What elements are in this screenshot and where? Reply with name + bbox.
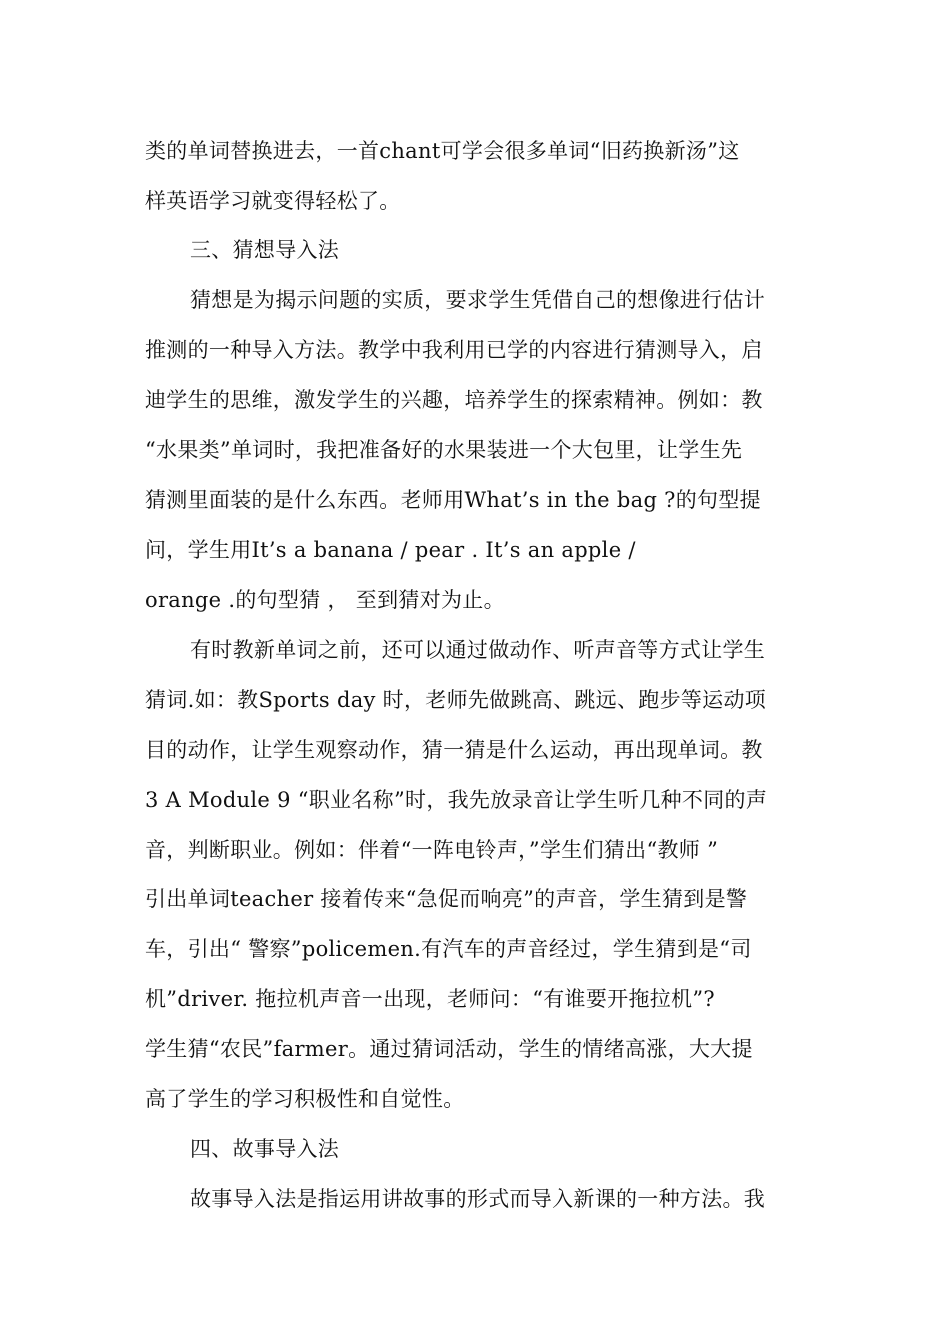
text-line: 目的动作，让学生观察动作，猜一猜是什么运动，再出现单词。教 — [145, 738, 763, 762]
text-line: 高了学生的学习积极性和自觉性。 — [145, 1087, 465, 1111]
section-heading: 三、猜想导入法 — [190, 238, 340, 262]
text-line: 车，引出“ 警察”policemen.有汽车的声音经过，学生猜到是“司 — [145, 937, 752, 961]
text-line: 猜想是为揭示问题的实质，要求学生凭借自己的想像进行估计 — [190, 288, 766, 312]
text-line: orange .的句型猜 ， 至到猜对为止。 — [145, 588, 505, 612]
text-line: 机”driver. 拖拉机声音一出现，老师问：“有谁要开拖拉机”? — [145, 987, 715, 1011]
text-line: 有时教新单词之前，还可以通过做动作、听声音等方式让学生 — [190, 638, 766, 662]
text-line: 学生猜“农民”farmer。通过猜词活动，学生的情绪高涨，大大提 — [145, 1037, 753, 1061]
text-line: 迪学生的思维，激发学生的兴趣，培养学生的探索精神。例如：教 — [145, 388, 763, 412]
text-line: “水果类”单词时，我把准备好的水果装进一个大包里，让学生先 — [145, 438, 743, 462]
text-line: 问，学生用It’s a banana / pear . It’s an apple / — [145, 538, 636, 562]
text-line: 猜词.如：教Sports day 时，老师先做跳高、跳远、跑步等运动项 — [145, 688, 767, 712]
text-line: 样英语学习就变得轻松了。 — [145, 189, 401, 213]
text-line: 引出单词teacher 接着传来“急促而响亮”的声音，学生猜到是警 — [145, 887, 748, 911]
text-line: 故事导入法是指运用讲故事的形式而导入新课的一种方法。我 — [190, 1187, 766, 1211]
section-heading: 四、故事导入法 — [190, 1137, 340, 1161]
text-line: 3 A Module 9 “职业名称”时，我先放录音让学生听几种不同的声 — [145, 788, 768, 812]
text-line: 类的单词替换进去，一首chant可学会很多单词“旧药换新汤”这 — [145, 139, 740, 163]
text-line: 推测的一种导入方法。教学中我利用已学的内容进行猜测导入，启 — [145, 338, 763, 362]
text-line: 音，判断职业。例如：伴着“一阵电铃声，”学生们猜出“教师 ” — [145, 838, 719, 862]
text-line: 猜测里面装的是什么东西。老师用What’s in the bag ?的句型提 — [145, 488, 761, 512]
